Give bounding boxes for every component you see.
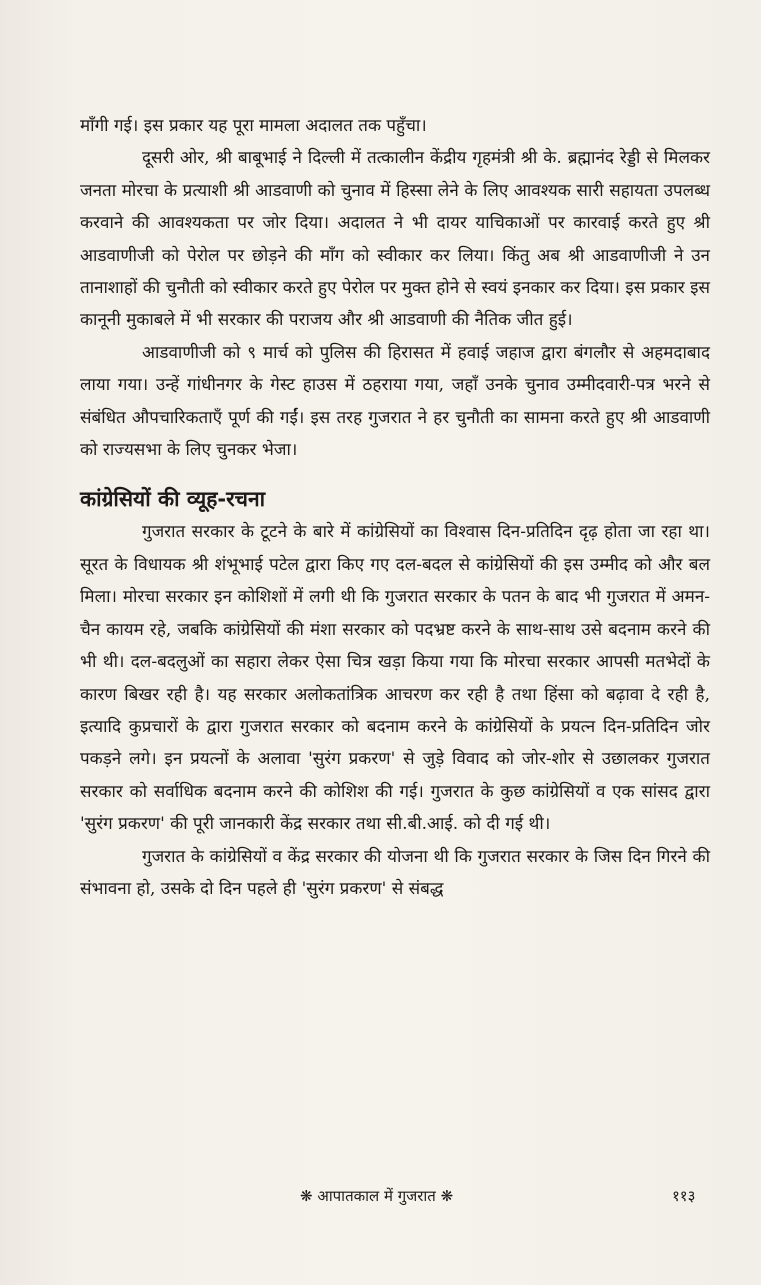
paragraph-3: आडवाणीजी को ९ मार्च को पुलिस की हिरासत में हवाई जहाज द्वारा बंगलौर से अहमदाबाद लाया गया। उन्हें गांधीनगर के गेस्ट हाउस में ठहराया गया, जहाँ उनके चुनाव उम्मीदवारी-पत्र भरने से संबंधित औपचारिकताएँ पूर्ण की गईं। इस तरह गुजरात ने हर चुनौती का सामना करते हुए श्री आडवाणी को राज्यसभा के लिए चुनकर भेजा। bbox=[80, 342, 710, 461]
paragraph-2: दूसरी ओर, श्री बाबूभाई ने दिल्ली में तत्कालीन केंद्रीय गृहमंत्री श्री के. ब्रह्मानंद रेड्डी से मिलकर जनता मोरचा के प्रत्याशी श्री आडवाणी को चुनाव में हिस्सा लेने के लिए आवश्यक सारी सहायता उपलब्ध करवाने की आवश्यकता पर जोर दिया। अदालत ने भी दायर याचिकाओं पर कारवाई करते हुए श्री आडवाणीजी को पेरोल पर छोड़ने की माँग को स्वीकार कर लिया। किंतु अब श्री आडवाणीजी ने उन तानाशाहों की चुनौती को स्वीकार करते हुए पेरोल पर मुक्त होने से स्वयं इनकार कर दिया। इस प्रकार इस कानूनी मुकाबले में भी सरकार की पराजय और श्री आडवाणी की नैतिक जीत हुई। bbox=[80, 148, 710, 331]
paragraph-4: गुजरात सरकार के टूटने के बारे में कांग्रेसियों का विश्वास दिन-प्रतिदिन दृढ़ होता जा रहा था। सूरत के विधायक श्री शंभूभाई पटेल द्वारा किए गए दल-बदल से कांग्रेसियों की इस उम्मीद को और बल मिला। मोरचा सरकार इन कोशिशों में लगी थी कि गुजरात सरकार के पतन के बाद भी गुजरात में अमन-चैन कायम रहे, जबकि कांग्रेसियों की मंशा सरकार को पदभ्रष्ट करने के साथ-साथ उसे बदनाम करने की भी थी। दल-बदलुओं का सहारा लेकर ऐसा चित्र खड़ा किया गया कि मोरचा सरकार आपसी मतभेदों के कारण बिखर रही है। यह सरकार अलोकतांत्रिक आचरण कर रही है तथा हिंसा को बढ़ावा दे रही है, इत्यादि कुप्रचारों के द्वारा गुजरात सरकार को बदनाम करने के कांग्रेसियों के प्रयत्न दिन-प्रतिदिन जोर पकड़ने लगे। इन प्रयत्नों के अलावा 'सुरंग प्रकरण' से जुड़े विवाद को जोर-शोर से उछालकर गुजरात सरकार को सर्वाधिक बदनाम करने की कोशिश की गई। गुजरात के कुछ कांग्रेसियों व एक सांसद द्वारा 'सुरंग प्रकरण' की पूरी जानकारी केंद्र सरकार तथा सी.बी.आई. को दी गई थी। bbox=[80, 522, 710, 835]
page-footer bbox=[0, 1186, 761, 1210]
running-title: ❋ आपातकाल में गुजरात ❋ bbox=[300, 1187, 454, 1205]
paragraph-1: माँगी गई। इस प्रकार यह पूरा मामला अदालत तक पहुँचा। bbox=[80, 116, 427, 136]
page-number: ११३ bbox=[672, 1187, 696, 1205]
paragraph-5: गुजरात के कांग्रेसियों व केंद्र सरकार की योजना थी कि गुजरात सरकार के जिस दिन गिरने की संभावना हो, उसके दो दिन पहले ही 'सुरंग प्रकरण' से संबद्ध bbox=[80, 846, 710, 899]
page-body bbox=[80, 110, 710, 905]
section-heading: कांग्रेसियों की व्यूह-रचना bbox=[80, 487, 266, 512]
